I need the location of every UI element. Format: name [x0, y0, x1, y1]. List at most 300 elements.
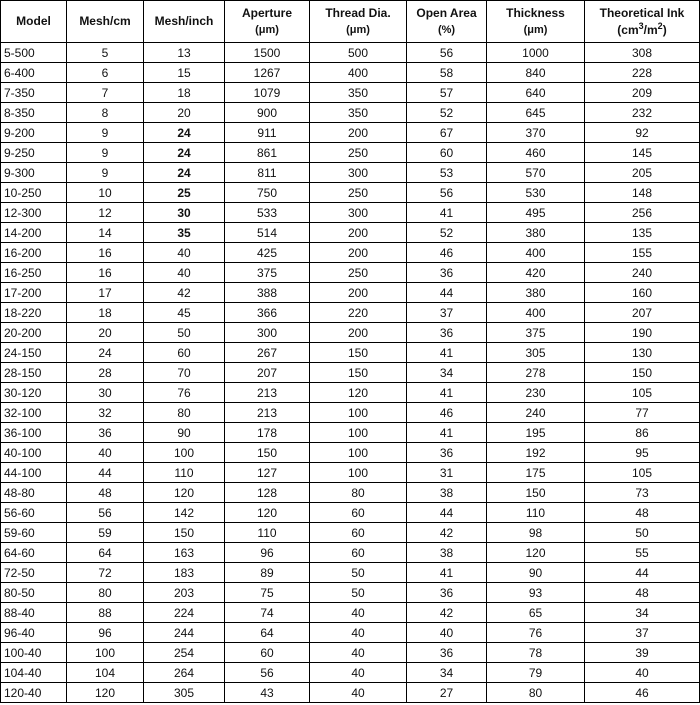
thread-dia-cell: 100: [310, 423, 407, 443]
aperture-cell: 750: [225, 183, 310, 203]
thickness-cell: 380: [487, 283, 585, 303]
thickness-cell: 240: [487, 403, 585, 423]
thread-dia-cell: 120: [310, 383, 407, 403]
thread-dia-cell: 100: [310, 443, 407, 463]
mesh-inch-cell: 50: [144, 323, 225, 343]
thickness-cell: 93: [487, 583, 585, 603]
model-cell: 12-300: [1, 203, 67, 223]
mesh-cm-cell: 59: [67, 523, 144, 543]
aperture-cell: 74: [225, 603, 310, 623]
theoretical-ink-cell: 105: [585, 463, 700, 483]
open-area-cell: 60: [407, 143, 487, 163]
thickness-cell: 570: [487, 163, 585, 183]
theoretical-ink-cell: 240: [585, 263, 700, 283]
theoretical-ink-cell: 34: [585, 603, 700, 623]
model-cell: 96-40: [1, 623, 67, 643]
open-area-cell: 38: [407, 543, 487, 563]
theoretical-ink-cell: 256: [585, 203, 700, 223]
table-row: [1, 343, 700, 363]
table-row: [1, 43, 700, 63]
open-area-cell: 42: [407, 603, 487, 623]
model-cell: 80-50: [1, 583, 67, 603]
table-body: [1, 43, 700, 703]
thickness-cell: 150: [487, 483, 585, 503]
thread-dia-cell: 400: [310, 63, 407, 83]
theoretical-ink-cell: 209: [585, 83, 700, 103]
thickness-cell: 460: [487, 143, 585, 163]
thickness-cell: 90: [487, 563, 585, 583]
open-area-cell: 56: [407, 183, 487, 203]
thread-dia-cell: 250: [310, 263, 407, 283]
thickness-cell: 195: [487, 423, 585, 443]
table-row: [1, 243, 700, 263]
mesh-cm-cell: 24: [67, 343, 144, 363]
open-area-cell: 52: [407, 223, 487, 243]
model-cell: 10-250: [1, 183, 67, 203]
model-cell: 16-200: [1, 243, 67, 263]
aperture-cell: 861: [225, 143, 310, 163]
header-model-label: Model: [16, 14, 51, 28]
open-area-cell: 41: [407, 383, 487, 403]
table-row: [1, 463, 700, 483]
theoretical-ink-cell: 44: [585, 563, 700, 583]
model-cell: 64-60: [1, 543, 67, 563]
aperture-cell: 300: [225, 323, 310, 343]
mesh-cm-cell: 18: [67, 303, 144, 323]
table-row: [1, 183, 700, 203]
mesh-inch-cell: 24: [144, 123, 225, 143]
thickness-cell: 375: [487, 323, 585, 343]
aperture-cell: 1079: [225, 83, 310, 103]
thread-dia-cell: 100: [310, 403, 407, 423]
table-row: [1, 643, 700, 663]
header-theoretical-ink: [585, 1, 700, 43]
thread-dia-cell: 250: [310, 143, 407, 163]
mesh-inch-cell: 76: [144, 383, 225, 403]
open-area-cell: 46: [407, 243, 487, 263]
table-row: [1, 563, 700, 583]
header-thread-dia: [310, 1, 407, 43]
mesh-inch-cell: 15: [144, 63, 225, 83]
mesh-inch-cell: 244: [144, 623, 225, 643]
thread-dia-cell: 60: [310, 543, 407, 563]
header-open-area: [407, 1, 487, 43]
theoretical-ink-cell: 148: [585, 183, 700, 203]
mesh-cm-cell: 20: [67, 323, 144, 343]
aperture-cell: 127: [225, 463, 310, 483]
thickness-cell: 530: [487, 183, 585, 203]
header-model: [1, 1, 67, 43]
mesh-cm-cell: 7: [67, 83, 144, 103]
mesh-inch-cell: 100: [144, 443, 225, 463]
model-cell: 14-200: [1, 223, 67, 243]
model-cell: 20-200: [1, 323, 67, 343]
open-area-cell: 36: [407, 583, 487, 603]
open-area-cell: 37: [407, 303, 487, 323]
header-aperture-unit: (μm): [255, 23, 279, 36]
thread-dia-cell: 60: [310, 503, 407, 523]
mesh-cm-cell: 88: [67, 603, 144, 623]
theoretical-ink-cell: 207: [585, 303, 700, 323]
table-row: [1, 483, 700, 503]
aperture-cell: 811: [225, 163, 310, 183]
mesh-cm-cell: 8: [67, 103, 144, 123]
aperture-cell: 89: [225, 563, 310, 583]
thickness-cell: 230: [487, 383, 585, 403]
open-area-cell: 42: [407, 523, 487, 543]
aperture-cell: 178: [225, 423, 310, 443]
open-area-cell: 40: [407, 623, 487, 643]
theoretical-ink-cell: 135: [585, 223, 700, 243]
mesh-inch-cell: 150: [144, 523, 225, 543]
mesh-cm-cell: 9: [67, 123, 144, 143]
theoretical-ink-cell: 105: [585, 383, 700, 403]
header-mesh-cm-label: Mesh/cm: [79, 14, 131, 28]
mesh-cm-cell: 40: [67, 443, 144, 463]
thread-dia-cell: 300: [310, 203, 407, 223]
aperture-cell: 1500: [225, 43, 310, 63]
aperture-cell: 60: [225, 643, 310, 663]
model-cell: 9-250: [1, 143, 67, 163]
open-area-cell: 56: [407, 43, 487, 63]
mesh-inch-cell: 110: [144, 463, 225, 483]
aperture-cell: 207: [225, 363, 310, 383]
mesh-inch-cell: 254: [144, 643, 225, 663]
table-row: [1, 443, 700, 463]
ink-unit-part-a: (cm: [617, 22, 639, 37]
open-area-cell: 46: [407, 403, 487, 423]
mesh-cm-cell: 28: [67, 363, 144, 383]
thread-dia-cell: 200: [310, 123, 407, 143]
thickness-cell: 79: [487, 663, 585, 683]
header-thread-dia-unit: (μm): [346, 23, 370, 36]
thickness-cell: 640: [487, 83, 585, 103]
mesh-inch-cell: 25: [144, 183, 225, 203]
open-area-cell: 36: [407, 643, 487, 663]
thickness-cell: 420: [487, 263, 585, 283]
thread-dia-cell: 80: [310, 483, 407, 503]
thickness-cell: 80: [487, 683, 585, 703]
mesh-inch-cell: 305: [144, 683, 225, 703]
aperture-cell: 43: [225, 683, 310, 703]
mesh-inch-cell: 142: [144, 503, 225, 523]
mesh-inch-cell: 80: [144, 403, 225, 423]
aperture-cell: 267: [225, 343, 310, 363]
theoretical-ink-cell: 40: [585, 663, 700, 683]
model-cell: 8-350: [1, 103, 67, 123]
open-area-cell: 58: [407, 63, 487, 83]
mesh-cm-cell: 48: [67, 483, 144, 503]
mesh-inch-cell: 183: [144, 563, 225, 583]
thickness-cell: 65: [487, 603, 585, 623]
mesh-inch-cell: 24: [144, 163, 225, 183]
mesh-cm-cell: 6: [67, 63, 144, 83]
header-open-area-unit: (%): [437, 23, 456, 36]
thread-dia-cell: 50: [310, 563, 407, 583]
mesh-inch-cell: 30: [144, 203, 225, 223]
open-area-cell: 67: [407, 123, 487, 143]
table-row: [1, 123, 700, 143]
aperture-cell: 64: [225, 623, 310, 643]
open-area-cell: 31: [407, 463, 487, 483]
open-area-cell: 41: [407, 343, 487, 363]
aperture-cell: 375: [225, 263, 310, 283]
thread-dia-cell: 150: [310, 343, 407, 363]
open-area-cell: 36: [407, 443, 487, 463]
aperture-cell: 110: [225, 523, 310, 543]
header-thickness: [487, 1, 585, 43]
mesh-cm-cell: 16: [67, 263, 144, 283]
header-row: [1, 1, 700, 43]
aperture-cell: 120: [225, 503, 310, 523]
header-mesh-inch-label: Mesh/inch: [154, 14, 214, 28]
aperture-cell: 213: [225, 403, 310, 423]
model-cell: 7-350: [1, 83, 67, 103]
header-open-area-label: Open Area: [416, 5, 477, 20]
table-row: [1, 223, 700, 243]
thread-dia-cell: 350: [310, 103, 407, 123]
theoretical-ink-cell: 48: [585, 503, 700, 523]
table-row: [1, 423, 700, 443]
model-cell: 100-40: [1, 643, 67, 663]
mesh-inch-cell: 70: [144, 363, 225, 383]
theoretical-ink-cell: 232: [585, 103, 700, 123]
mesh-cm-cell: 100: [67, 643, 144, 663]
thread-dia-cell: 200: [310, 283, 407, 303]
aperture-cell: 533: [225, 203, 310, 223]
model-cell: 5-500: [1, 43, 67, 63]
theoretical-ink-cell: 48: [585, 583, 700, 603]
open-area-cell: 44: [407, 503, 487, 523]
mesh-inch-cell: 40: [144, 243, 225, 263]
model-cell: 30-120: [1, 383, 67, 403]
open-area-cell: 57: [407, 83, 487, 103]
model-cell: 36-100: [1, 423, 67, 443]
model-cell: 28-150: [1, 363, 67, 383]
model-cell: 32-100: [1, 403, 67, 423]
open-area-cell: 38: [407, 483, 487, 503]
aperture-cell: 75: [225, 583, 310, 603]
mesh-inch-cell: 163: [144, 543, 225, 563]
theoretical-ink-cell: 86: [585, 423, 700, 443]
header-thread-dia-label: Thread Dia.: [325, 5, 391, 20]
table-row: [1, 403, 700, 423]
open-area-cell: 41: [407, 423, 487, 443]
aperture-cell: 366: [225, 303, 310, 323]
thickness-cell: 278: [487, 363, 585, 383]
aperture-cell: 911: [225, 123, 310, 143]
thickness-cell: 380: [487, 223, 585, 243]
header-theoretical-ink-unit: [585, 22, 699, 39]
thread-dia-cell: 150: [310, 363, 407, 383]
thickness-cell: 78: [487, 643, 585, 663]
thread-dia-cell: 250: [310, 183, 407, 203]
mesh-inch-cell: 120: [144, 483, 225, 503]
thickness-cell: 370: [487, 123, 585, 143]
mesh-inch-cell: 35: [144, 223, 225, 243]
header-mesh-cm: [67, 1, 144, 43]
model-cell: 88-40: [1, 603, 67, 623]
mesh-inch-cell: 24: [144, 143, 225, 163]
theoretical-ink-cell: 228: [585, 63, 700, 83]
theoretical-ink-cell: 55: [585, 543, 700, 563]
ink-unit-part-c: ): [662, 22, 667, 37]
thread-dia-cell: 50: [310, 583, 407, 603]
thread-dia-cell: 40: [310, 683, 407, 703]
model-cell: 18-220: [1, 303, 67, 323]
table-row: [1, 523, 700, 543]
theoretical-ink-cell: 37: [585, 623, 700, 643]
mesh-cm-cell: 80: [67, 583, 144, 603]
theoretical-ink-cell: 190: [585, 323, 700, 343]
table-row: [1, 323, 700, 343]
open-area-cell: 44: [407, 283, 487, 303]
mesh-inch-cell: 264: [144, 663, 225, 683]
aperture-cell: 128: [225, 483, 310, 503]
thread-dia-cell: 40: [310, 663, 407, 683]
thread-dia-cell: 200: [310, 243, 407, 263]
table-row: [1, 503, 700, 523]
table-row: [1, 83, 700, 103]
mesh-cm-cell: 17: [67, 283, 144, 303]
table-row: [1, 383, 700, 403]
header-aperture-label: Aperture: [241, 5, 292, 20]
model-cell: 104-40: [1, 663, 67, 683]
aperture-cell: 96: [225, 543, 310, 563]
aperture-cell: 514: [225, 223, 310, 243]
mesh-inch-cell: 13: [144, 43, 225, 63]
model-cell: 44-100: [1, 463, 67, 483]
table-row: [1, 283, 700, 303]
table-row: [1, 63, 700, 83]
header-mesh-inch: [144, 1, 225, 43]
mesh-cm-cell: 56: [67, 503, 144, 523]
table-row: [1, 163, 700, 183]
thickness-cell: 76: [487, 623, 585, 643]
aperture-cell: 388: [225, 283, 310, 303]
theoretical-ink-cell: 95: [585, 443, 700, 463]
mesh-cm-cell: 5: [67, 43, 144, 63]
model-cell: 24-150: [1, 343, 67, 363]
theoretical-ink-cell: 155: [585, 243, 700, 263]
thread-dia-cell: 40: [310, 623, 407, 643]
thickness-cell: 120: [487, 543, 585, 563]
theoretical-ink-cell: 160: [585, 283, 700, 303]
mesh-cm-cell: 10: [67, 183, 144, 203]
model-cell: 40-100: [1, 443, 67, 463]
thread-dia-cell: 300: [310, 163, 407, 183]
theoretical-ink-cell: 77: [585, 403, 700, 423]
table-row: [1, 583, 700, 603]
open-area-cell: 41: [407, 203, 487, 223]
mesh-cm-cell: 120: [67, 683, 144, 703]
aperture-cell: 425: [225, 243, 310, 263]
thickness-cell: 1000: [487, 43, 585, 63]
header-thickness-label: Thickness: [506, 5, 565, 20]
header-aperture: [225, 1, 310, 43]
table-row: [1, 143, 700, 163]
table-row: [1, 623, 700, 643]
open-area-cell: 52: [407, 103, 487, 123]
thread-dia-cell: 40: [310, 603, 407, 623]
table-row: [1, 103, 700, 123]
theoretical-ink-cell: 205: [585, 163, 700, 183]
mesh-cm-cell: 32: [67, 403, 144, 423]
model-cell: 56-60: [1, 503, 67, 523]
ink-unit-sup-a: 3: [638, 20, 644, 31]
mesh-cm-cell: 44: [67, 463, 144, 483]
thickness-cell: 495: [487, 203, 585, 223]
table-row: [1, 683, 700, 703]
thread-dia-cell: 200: [310, 223, 407, 243]
open-area-cell: 36: [407, 263, 487, 283]
table-row: [1, 303, 700, 323]
ink-unit-sup-b: 2: [657, 20, 663, 31]
aperture-cell: 1267: [225, 63, 310, 83]
mesh-inch-cell: 60: [144, 343, 225, 363]
open-area-cell: 36: [407, 323, 487, 343]
theoretical-ink-cell: 50: [585, 523, 700, 543]
thread-dia-cell: 500: [310, 43, 407, 63]
mesh-cm-cell: 12: [67, 203, 144, 223]
theoretical-ink-cell: 130: [585, 343, 700, 363]
model-cell: 72-50: [1, 563, 67, 583]
theoretical-ink-cell: 150: [585, 363, 700, 383]
mesh-cm-cell: 9: [67, 143, 144, 163]
thread-dia-cell: 200: [310, 323, 407, 343]
open-area-cell: 34: [407, 363, 487, 383]
mesh-inch-cell: 40: [144, 263, 225, 283]
thread-dia-cell: 220: [310, 303, 407, 323]
thickness-cell: 192: [487, 443, 585, 463]
mesh-cm-cell: 36: [67, 423, 144, 443]
aperture-cell: 213: [225, 383, 310, 403]
mesh-cm-cell: 64: [67, 543, 144, 563]
theoretical-ink-cell: 308: [585, 43, 700, 63]
open-area-cell: 27: [407, 683, 487, 703]
thickness-cell: 175: [487, 463, 585, 483]
header-theoretical-ink-label: Theoretical Ink: [599, 5, 685, 20]
mesh-cm-cell: 16: [67, 243, 144, 263]
ink-unit-part-b: /m: [643, 22, 658, 37]
model-cell: 6-400: [1, 63, 67, 83]
theoretical-ink-cell: 145: [585, 143, 700, 163]
aperture-cell: 900: [225, 103, 310, 123]
thread-dia-cell: 100: [310, 463, 407, 483]
thread-dia-cell: 350: [310, 83, 407, 103]
thickness-cell: 645: [487, 103, 585, 123]
mesh-inch-cell: 203: [144, 583, 225, 603]
mesh-inch-cell: 20: [144, 103, 225, 123]
aperture-cell: 56: [225, 663, 310, 683]
table-row: [1, 263, 700, 283]
thread-dia-cell: 40: [310, 643, 407, 663]
model-cell: 9-300: [1, 163, 67, 183]
mesh-cm-cell: 30: [67, 383, 144, 403]
mesh-cm-cell: 9: [67, 163, 144, 183]
mesh-inch-cell: 42: [144, 283, 225, 303]
mesh-inch-cell: 90: [144, 423, 225, 443]
table-row: [1, 663, 700, 683]
mesh-cm-cell: 96: [67, 623, 144, 643]
model-cell: 59-60: [1, 523, 67, 543]
table-row: [1, 363, 700, 383]
model-cell: 9-200: [1, 123, 67, 143]
open-area-cell: 53: [407, 163, 487, 183]
mesh-cm-cell: 104: [67, 663, 144, 683]
model-cell: 17-200: [1, 283, 67, 303]
model-cell: 48-80: [1, 483, 67, 503]
